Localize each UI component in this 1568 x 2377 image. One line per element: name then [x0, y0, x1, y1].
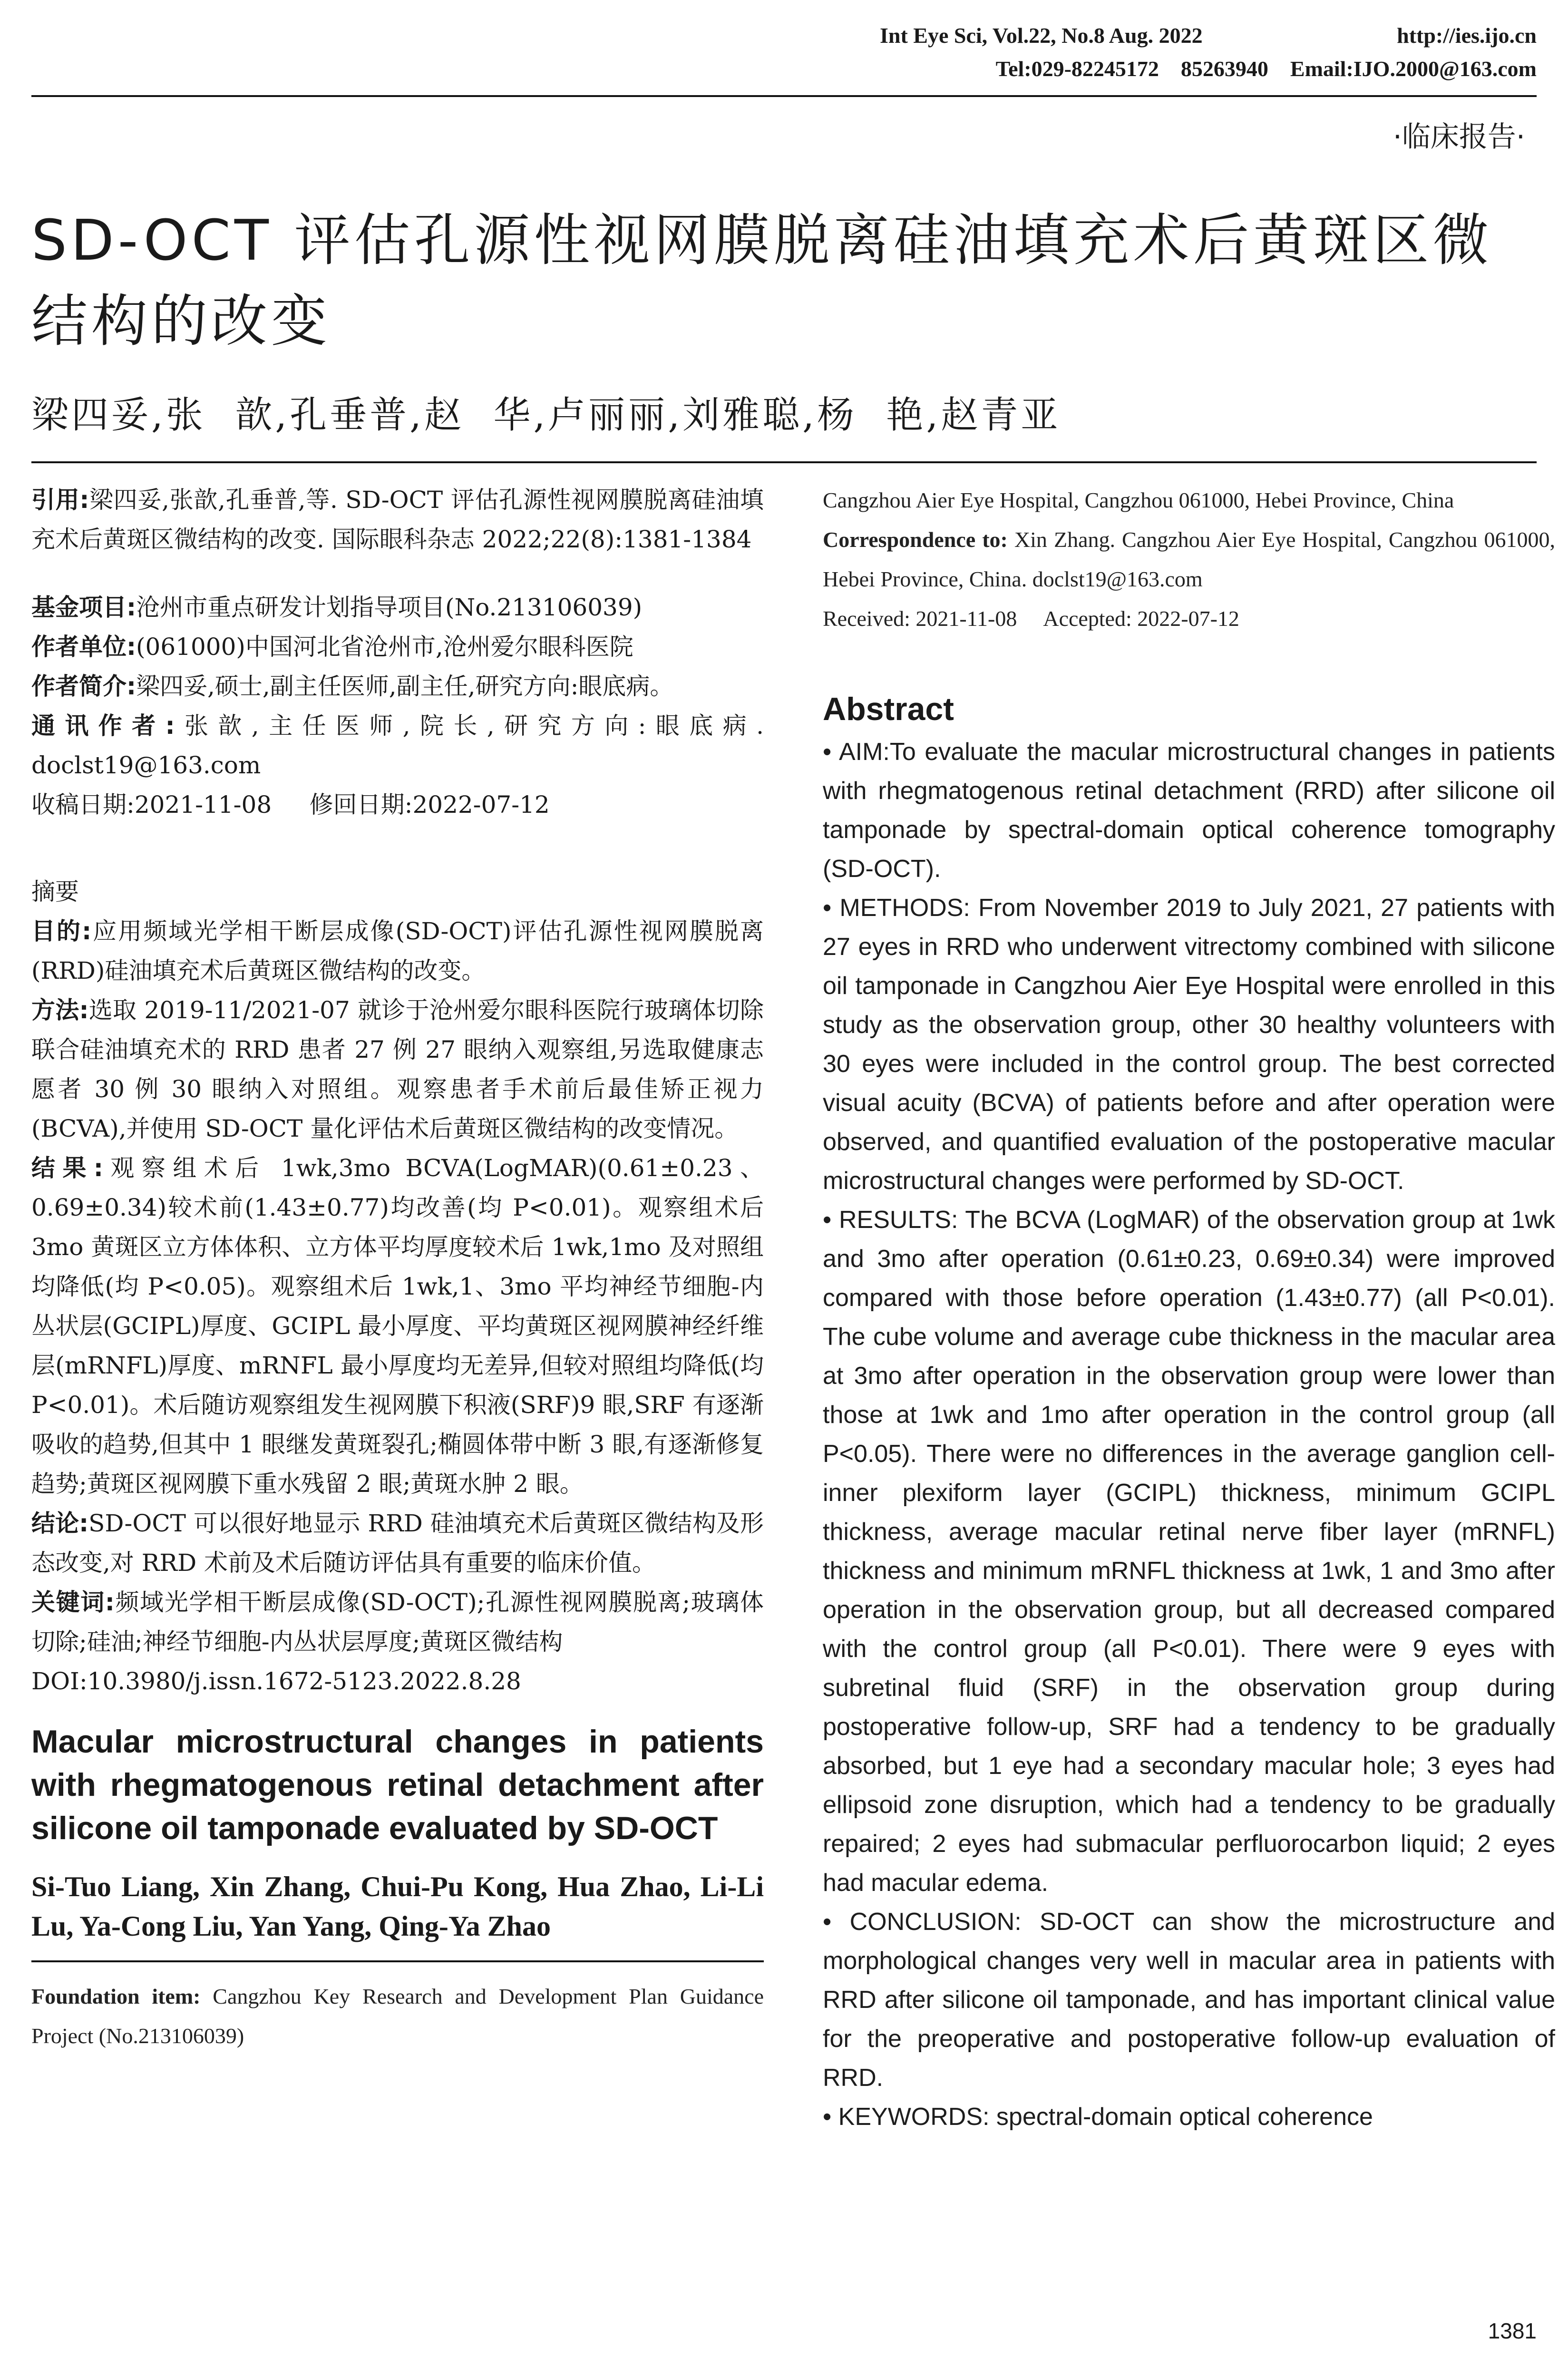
unit-text: (061000)中国河北省沧州市,沧州爱尔眼科医院 — [136, 633, 633, 661]
foundation-text: Cangzhou Key Research and Development Plan Guidance Project (No.213106039) — [31, 1984, 764, 2048]
correspondence-label: Correspondence to: — [823, 527, 1008, 552]
bullet-icon: • — [823, 2103, 838, 2131]
abstract-title-cn: 摘要 — [31, 878, 79, 906]
bio-text: 梁四妥,硕士,副主任医师,副主任,研究方向:眼底病。 — [136, 672, 674, 700]
journal-citation: Int Eye Sci, Vol.22, No.8 Aug. 2022 — [880, 23, 1203, 48]
aim-en-text: AIM:To evaluate the macular microstructural changes in patients with rhegmatogenous retinal detachment (RRD) after silicone oil tamponade by spectral-domain optical coherence tomography (SD-OCT). — [823, 738, 1555, 883]
journal-url: http://ies.ijo.cn — [1397, 23, 1537, 48]
section-label: ·临床报告· — [1393, 120, 1525, 154]
correspondence-text: Xin Zhang. Cangzhou Aier Eye Hospital, Cangzhou 061000, Hebei Province, China. doclst19@163.com — [823, 527, 1556, 591]
conclusion-block — [31, 1504, 764, 1583]
dates-cn: 收稿日期:2021-11-08 修回日期:2022-07-12 — [31, 791, 550, 818]
results-en-text: RESULTS: The BCVA (LogMAR) of the observation group at 1wk and 3mo after operation (0.61±0.23, 0.69±0.34) were improved compared with those before operation (1.43±0.77) (all P<0.01). The cube volume and average cube thickness in the macular area at 3mo after operation in the observation group were lower than those at 1wk and 1mo after operation in the control group (all P<0.05). There were no differences in the average ganglion cell-inner plexiform layer (GCIPL) thickness, minimum GCIPL thickness, average macular retinal nerve fiber layer (mRNFL) thickness and minimum mRNFL thickness at 1wk, 1 and 3mo after operation in the observation group, but all decreased compared with the control group (all P<0.01). There were 9 eyes with subretinal fluid (SRF) in the observation group during postoperative follow-up, SRF had a tendency to be gradually absorbed, but 1 eye had a secondary macular hole; 3 eyes had ellipsoid zone disruption, which had a tendency to be gradually repaired; 2 eyes had submacular perfluorocarbon liquid; 2 eyes had macular edema. — [823, 1206, 1556, 1897]
methods-block — [31, 991, 764, 1149]
article-authors: 梁四妥,张 歆,孔垂普,赵 华,卢丽丽,刘雅聪,杨 艳,赵青亚 — [31, 394, 1061, 437]
bullet-icon: • — [823, 1206, 839, 1234]
results-en — [823, 1200, 1555, 1902]
results-text: 观察组术后 1wk,3mo BCVA(LogMAR)(0.61±0.23、0.69±0.34)较术前(1.43±0.77)均改善(均 P<0.01)。观察组术后 3mo 黄斑区立方体体积、立方体平均厚度较术后 1wk,1mo 及对照组均降低(均 P<0.05)。观察组术后 1wk,1、3mo 平均神经节细胞-内丛状层(GCIPL)厚度、GCIPL 最小厚度、平均黄斑区视网膜神经纤维层(mRNFL)厚度、mRNFL 最小厚度均无差异,但较对照组均降低(均 P<0.01)。术后随访观察组发生视网膜下积液(SRF)9 眼,SRF 有逐渐吸收的趋势,但其中 1 眼继发黄斑裂孔;椭圆体带中断 3 眼,有逐渐修复趋势;黄斑区视网膜下重水残留 2 眼;黄斑水肿 2 眼。 — [31, 1154, 764, 1498]
corr-text: 张歆,主任医师,院长,研究方向:眼底病. doclst19@163.com — [31, 712, 764, 779]
page-number: 1381 — [1488, 2319, 1537, 2343]
results-label: 结果: — [31, 1154, 103, 1182]
english-title: Macular microstructural changes in patients with rhegmatogenous retinal detachment after silicone oil tamponade evaluated by SD-OCT — [31, 1724, 764, 1846]
conclusion-label: 结论: — [31, 1510, 89, 1537]
aim-label: 目的: — [31, 917, 92, 945]
corr-label: 通讯作者: — [31, 712, 175, 740]
journal-contact: Tel:029-82245172 85263940 Email:IJO.2000@163.com — [995, 57, 1537, 81]
doi: DOI:10.3980/j.issn.1672-5123.2022.8.28 — [31, 1667, 521, 1695]
bio-label: 作者简介: — [31, 672, 136, 700]
bio-block — [31, 667, 764, 706]
fund-text: 沧州市重点研发计划指导项目(No.213106039) — [136, 594, 643, 621]
aim-text: 应用频域光学相干断层成像(SD-OCT)评估孔源性视网膜脱离(RRD)硅油填充术后黄斑区微结构的改变。 — [31, 917, 764, 984]
foundation-block — [31, 1977, 764, 2056]
citation-text: 梁四妥,张歆,孔垂普,等. SD-OCT 评估孔源性视网膜脱离硅油填充术后黄斑区微结构的改变. 国际眼科杂志 2022;22(8):1381-1384 — [31, 486, 764, 553]
results-block — [31, 1149, 764, 1504]
methods-en-text: METHODS: From November 2019 to July 2021, 27 patients with 27 eyes in RRD who underwent vitrectomy combined with silicone oil tamponade in Cangzhou Aier Eye Hospital were enrolled in this study as the observation group, other 30 healthy volunteers with 30 eyes were included in the control group. The best corrected visual acuity (BCVA) of patients before and after operation were observed, and quantified evaluation of the postoperative macular microstructural changes were performed by SD-OCT. — [823, 894, 1555, 1195]
corr-block — [31, 706, 764, 785]
affiliation-en: Cangzhou Aier Eye Hospital, Cangzhou 061000, Hebei Province, China — [823, 488, 1454, 512]
foundation-rule — [31, 1960, 764, 1962]
conclusion-en — [823, 1902, 1555, 2097]
bullet-icon: • — [823, 894, 840, 922]
unit-block — [31, 627, 764, 667]
correspondence-en — [823, 520, 1555, 599]
bullet-icon: • — [823, 1908, 850, 1936]
keywords-block — [31, 1583, 764, 1662]
dates-en: Received: 2021-11-08 Accepted: 2022-07-12 — [823, 606, 1239, 631]
foundation-label: Foundation item: — [31, 1984, 201, 2008]
fund-label: 基金项目: — [31, 594, 136, 621]
conclusion-en-text: CONCLUSION: SD-OCT can show the microstructure and morphological changes very well in macular area in patients with RRD after silicone oil tamponade, and has important clinical value for the preoperative and postoperative follow-up evaluation of RRD. — [823, 1908, 1555, 2092]
aim-en — [823, 732, 1555, 888]
header-rule — [31, 95, 1537, 97]
citation-label: 引用: — [31, 486, 89, 514]
keywords-text: 频域光学相干断层成像(SD-OCT);孔源性视网膜脱离;玻璃体切除;硅油;神经节细胞-内丛状层厚度;黄斑区微结构 — [31, 1588, 764, 1656]
keywords-label: 关键词: — [31, 1588, 115, 1616]
methods-en — [823, 888, 1555, 1200]
right-column — [823, 480, 1555, 2136]
english-authors: Si-Tuo Liang, Xin Zhang, Chui-Pu Kong, Hua Zhao, Li-Li Lu, Ya-Cong Liu, Yan Yang, Qing-Ya Zhao — [31, 1871, 764, 1942]
keywords-en-text: KEYWORDS: spectral-domain optical coherence — [838, 2103, 1373, 2131]
aim-block — [31, 912, 764, 991]
title-rule — [31, 461, 1537, 463]
conclusion-text: SD-OCT 可以很好地显示 RRD 硅油填充术后黄斑区微结构及形态改变,对 RRD 术前及术后随访评估具有重要的临床价值。 — [31, 1510, 764, 1577]
methods-text: 选取 2019-11/2021-07 就诊于沧州爱尔眼科医院行玻璃体切除联合硅油填充术的 RRD 患者 27 例 27 眼纳入观察组,另选取健康志愿者 30 例 30 眼纳入对照组。观察患者手术前后最佳矫正视力(BCVA),并使用 SD-OCT 量化评估术后黄斑区微结构的改变情况。 — [31, 996, 764, 1142]
abstract-heading: Abstract — [823, 691, 954, 727]
unit-label: 作者单位: — [31, 633, 136, 661]
methods-label: 方法: — [31, 996, 89, 1024]
left-column — [31, 480, 764, 2056]
article-title: SD-OCT 评估孔源性视网膜脱离硅油填充术后黄斑区微结构的改变 — [31, 207, 1493, 354]
citation-block — [31, 480, 764, 559]
fund-block — [31, 588, 764, 627]
keywords-en — [823, 2097, 1555, 2136]
bullet-icon: • — [823, 738, 839, 766]
